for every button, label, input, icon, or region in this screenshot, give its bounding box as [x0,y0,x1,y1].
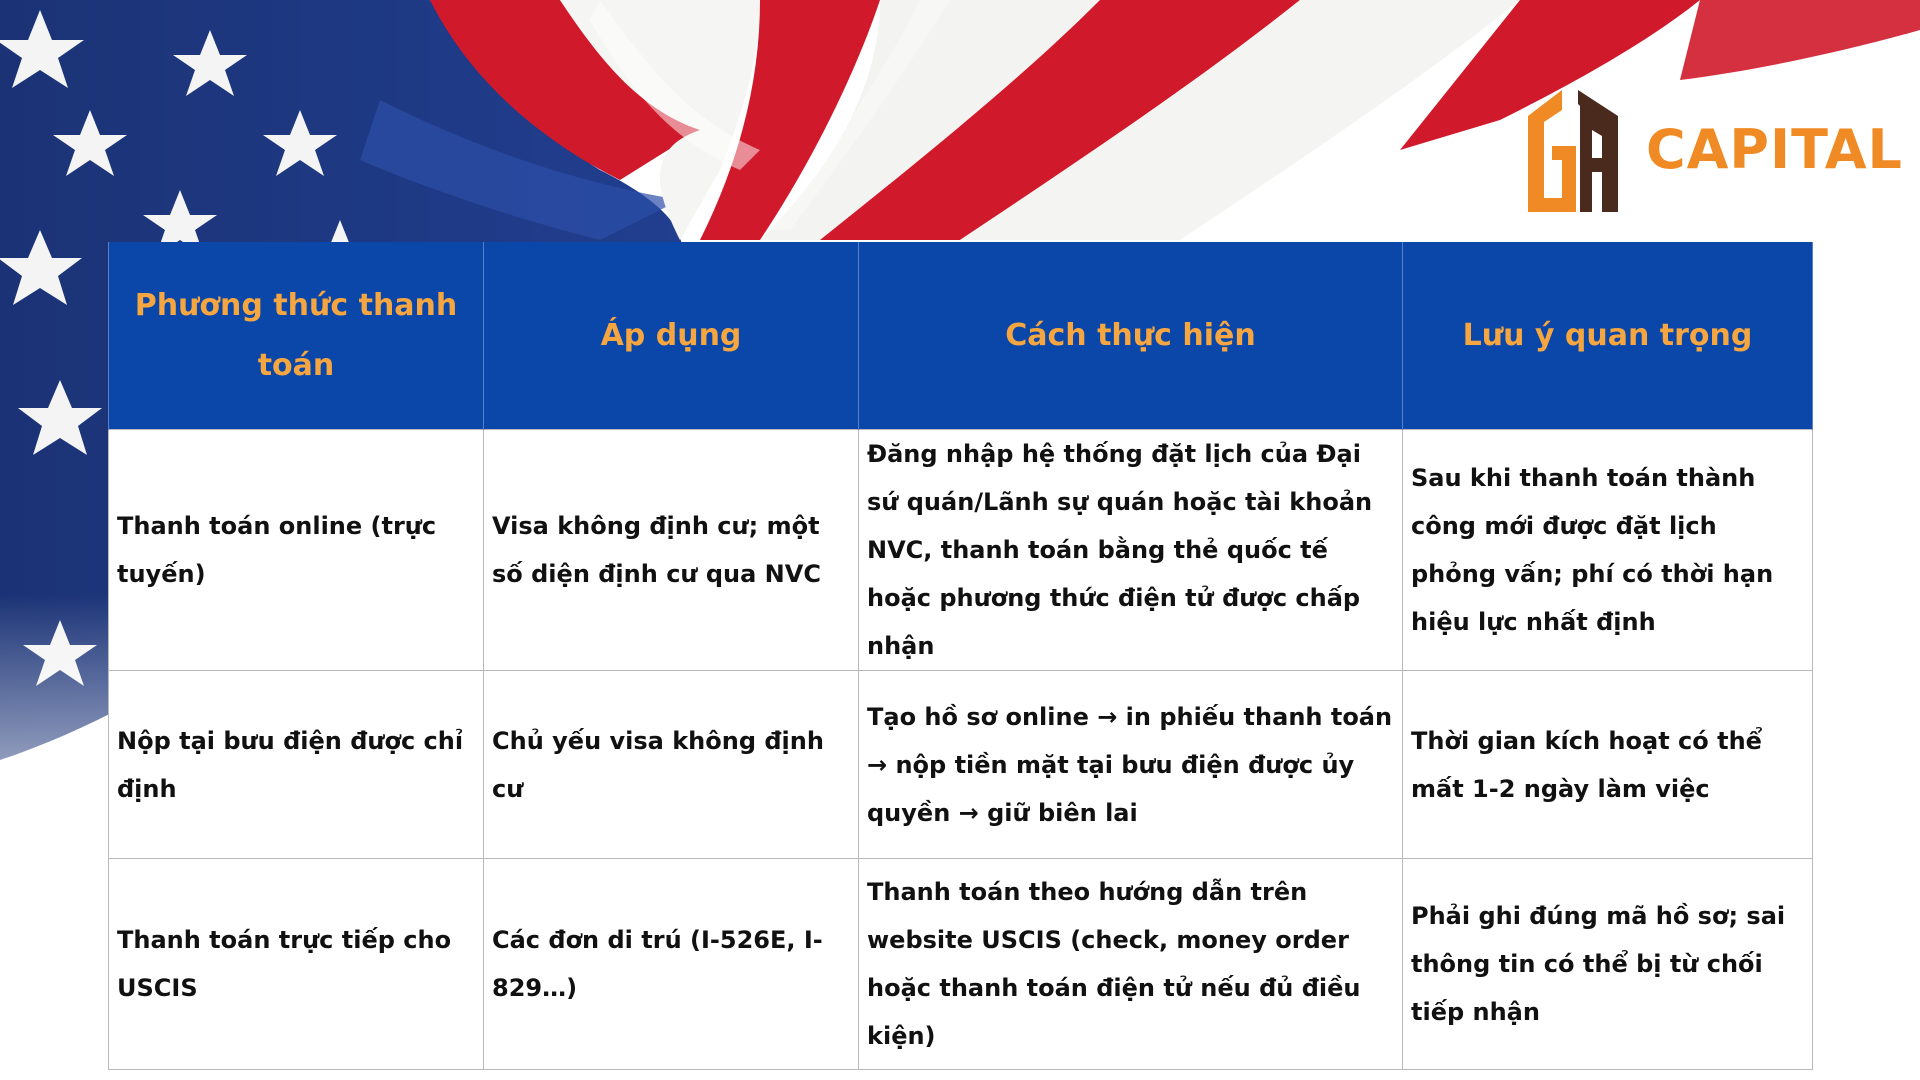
cell-method: Thanh toán online (trực tuyến) [109,430,484,671]
cell-method: Nộp tại bưu điện được chỉ định [109,671,484,859]
header-payment-method: Phương thức thanh toán [109,242,484,430]
cell-method: Thanh toán trực tiếp cho USCIS [109,859,484,1070]
cell-how: Tạo hồ sơ online → in phiếu thanh toán → nộp tiền mặt tại bưu điện được ủy quyền → giữ biên lai [859,671,1403,859]
table-row [109,859,1813,1070]
header-important-notes: Lưu ý quan trọng [1403,242,1813,430]
ga-logo-mark-icon [1522,80,1630,215]
table-row [109,430,1813,671]
ga-capital-logo [1522,80,1902,215]
cell-note: Thời gian kích hoạt có thể mất 1-2 ngày làm việc [1403,671,1813,859]
table-header-row [109,242,1813,430]
cell-note: Sau khi thanh toán thành công mới được đặt lịch phỏng vấn; phí có thời hạn hiệu lực nhất định [1403,430,1813,671]
cell-applies: Các đơn di trú (I-526E, I-829…) [484,859,859,1070]
cell-how: Đăng nhập hệ thống đặt lịch của Đại sứ quán/Lãnh sự quán hoặc tài khoản NVC, thanh toán bằng thẻ quốc tế hoặc phương thức điện tử được chấp nhận [859,430,1403,671]
header-applies: Áp dụng [484,242,859,430]
cell-applies: Chủ yếu visa không định cư [484,671,859,859]
header-how-to: Cách thực hiện [859,242,1403,430]
cell-note: Phải ghi đúng mã hồ sơ; sai thông tin có thể bị từ chối tiếp nhận [1403,859,1813,1070]
brand-name: CAPITAL [1646,118,1903,181]
table-row [109,671,1813,859]
cell-applies: Visa không định cư; một số diện định cư qua NVC [484,430,859,671]
cell-how: Thanh toán theo hướng dẫn trên website USCIS (check, money order hoặc thanh toán điện tử nếu đủ điều kiện) [859,859,1403,1070]
payment-methods-table [108,242,1812,1070]
